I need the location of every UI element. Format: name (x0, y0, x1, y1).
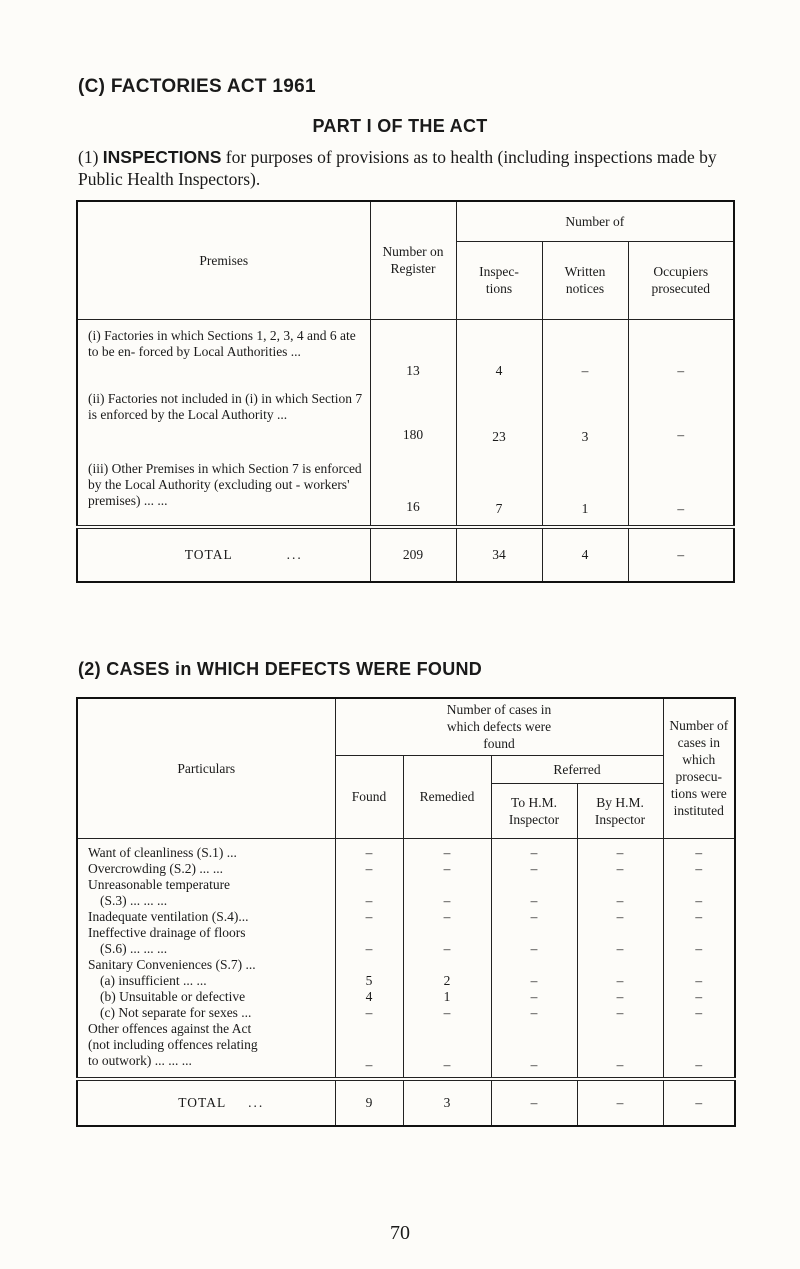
total-inspections: 34 (456, 527, 542, 582)
total-prosecuted: – (628, 527, 734, 582)
total-notices: 4 (542, 527, 628, 582)
cell-prosecutions (663, 877, 735, 893)
cell-by-hm (577, 1021, 663, 1037)
row-label: Other offences against the Act (77, 1021, 335, 1037)
col-particulars-header: Particulars (77, 698, 335, 838)
row-label: (S.6) ... ... ... (77, 941, 335, 957)
table-row (77, 909, 735, 925)
total-text: TOTAL (184, 547, 233, 562)
total-row (77, 527, 734, 582)
cell-found: – (335, 861, 403, 877)
col-found-header: Found (335, 755, 403, 838)
cell-notices: 1 (542, 447, 628, 527)
col-by-hm-header: By H.M. Inspector (577, 783, 663, 838)
row-label: (b) Unsuitable or defective (77, 989, 335, 1005)
cell-prosecutions: – (695, 892, 703, 908)
cell-to-hm: – (491, 941, 577, 957)
cell-by-hm: – (577, 973, 663, 989)
cell-prosecutions: – (695, 1056, 703, 1072)
total-register: 209 (370, 527, 456, 582)
cell-by-hm: – (577, 909, 663, 925)
cell-prosecuted: – (677, 427, 685, 442)
cell-by-hm: – (577, 838, 663, 861)
col-referred-header: Referred (491, 755, 663, 783)
row-label: Sanitary Conveniences (S.7) ... (77, 957, 335, 973)
col-notices-header: Written notices (542, 241, 628, 319)
cell-prosecutions: – (695, 940, 703, 956)
cell-found (335, 1037, 403, 1053)
cell-found: – (335, 893, 403, 909)
cell-prosecutions: – (695, 908, 703, 924)
cell-to-hm: – (491, 1053, 577, 1079)
col-premises-header: Premises (77, 201, 370, 319)
total-by-hm: – (577, 1079, 663, 1126)
total-found: 9 (335, 1079, 403, 1126)
cell-prosecutions: – (695, 1004, 703, 1020)
row-label: Unreasonable temperature (77, 877, 335, 893)
total-text: TOTAL (178, 1094, 226, 1110)
row-label: Want of cleanliness (S.1) ... (77, 838, 335, 861)
inspections-bold: INSPECTIONS (102, 147, 222, 167)
cell-remedied (403, 877, 491, 893)
col-cases-header: Number of cases in which defects were found (335, 698, 663, 755)
row-label: (a) insufficient ... ... (77, 973, 335, 989)
col-number-of-header: Number of (456, 201, 734, 241)
cell-found: – (335, 1053, 403, 1079)
cell-remedied: – (403, 1005, 491, 1021)
cell-prosecutions: – (695, 860, 703, 876)
total-label (77, 527, 370, 582)
cell-by-hm (577, 957, 663, 973)
col-to-hm-header: To H.M. Inspector (491, 783, 577, 838)
table-row (77, 319, 734, 381)
total-dots: ... (286, 547, 303, 562)
cell-notices: 3 (542, 381, 628, 447)
cell-prosecutions: – (695, 972, 703, 988)
table-row (77, 447, 734, 527)
cell-prosecutions (663, 1037, 735, 1053)
row-label: (c) Not separate for sexes ... (77, 1005, 335, 1021)
cell-prosecuted: – (677, 501, 685, 516)
cell-remedied (403, 1021, 491, 1037)
cell-to-hm: – (491, 893, 577, 909)
cell-found (335, 957, 403, 973)
table-row (77, 861, 735, 877)
cell-to-hm (491, 1021, 577, 1037)
cell-found: – (335, 838, 403, 861)
cell-remedied: – (403, 1053, 491, 1079)
cell-remedied: – (403, 838, 491, 861)
cell-found (335, 1021, 403, 1037)
row-label: (i) Factories in which Sections 1, 2, 3, 4 and 6 ate to be en- forced by Local Authorities ... (77, 319, 370, 381)
cell-register: 13 (370, 319, 456, 381)
row-label: (S.3) ... ... ... (77, 893, 335, 909)
col-prosecuted-header: Occupiers prosecuted (628, 241, 734, 319)
cell-to-hm (491, 1037, 577, 1053)
cell-to-hm: – (491, 838, 577, 861)
cell-register: 16 (370, 447, 456, 527)
cell-prosecutions: – (695, 988, 703, 1004)
cell-by-hm: – (577, 893, 663, 909)
cell-remedied: – (403, 941, 491, 957)
section-heading: (C) FACTORIES ACT 1961 (78, 76, 316, 97)
cell-to-hm: – (491, 909, 577, 925)
cell-prosecutions: – (695, 844, 703, 860)
total-to-hm: – (491, 1079, 577, 1126)
table-row (77, 973, 735, 989)
table-row (77, 1005, 735, 1021)
cell-to-hm (491, 957, 577, 973)
inspections-table (76, 200, 735, 583)
row-label: (not including offences relating (77, 1037, 335, 1053)
part-heading: PART I OF THE ACT (312, 116, 488, 136)
table-row (77, 925, 735, 941)
total-row (77, 1079, 735, 1126)
cell-found: – (335, 909, 403, 925)
cell-remedied: – (403, 893, 491, 909)
table-row (77, 1021, 735, 1037)
cell-remedied (403, 925, 491, 941)
cell-to-hm: – (491, 861, 577, 877)
cases-heading: (2) CASES in WHICH DEFECTS WERE FOUND (78, 659, 483, 679)
cell-prosecutions (663, 957, 735, 973)
cell-to-hm: – (491, 973, 577, 989)
row-label: (ii) Factories not included in (i) in which Section 7 is enforced by the Local Authority ... (77, 381, 370, 447)
inspections-heading (78, 146, 748, 190)
table-row (77, 1037, 735, 1053)
cell-found (335, 877, 403, 893)
cell-by-hm (577, 877, 663, 893)
cell-by-hm: – (577, 1005, 663, 1021)
table-row (77, 877, 735, 893)
row-label: Ineffective drainage of floors (77, 925, 335, 941)
col-remedied-header: Remedied (403, 755, 491, 838)
cell-found: – (335, 941, 403, 957)
cell-remedied: 2 (403, 973, 491, 989)
cell-by-hm: – (577, 1053, 663, 1079)
cell-prosecutions (663, 925, 735, 941)
table-row (77, 381, 734, 447)
table-row (77, 957, 735, 973)
cell-remedied (403, 957, 491, 973)
table-row (77, 941, 735, 957)
total-remedied: 3 (403, 1079, 491, 1126)
cell-remedied: – (403, 861, 491, 877)
cell-found: 5 (335, 973, 403, 989)
total-prosecutions: – (663, 1079, 735, 1126)
row-label: to outwork) ... ... ... (77, 1053, 335, 1079)
cell-inspections: 4 (456, 319, 542, 381)
cell-by-hm (577, 1037, 663, 1053)
cell-prosecutions (663, 1021, 735, 1037)
cell-by-hm (577, 925, 663, 941)
table-row (77, 989, 735, 1005)
col-inspections-header: Inspec- tions (456, 241, 542, 319)
cell-by-hm: – (577, 989, 663, 1005)
cell-register: 180 (370, 381, 456, 447)
table-row (77, 893, 735, 909)
inspections-rest: for purposes of provisions as to health (including inspections made by Public Health Inspectors). (78, 147, 717, 189)
row-label: Inadequate ventilation (S.4)... (77, 909, 335, 925)
cell-found: – (335, 1005, 403, 1021)
cell-remedied (403, 1037, 491, 1053)
cell-remedied: 1 (403, 989, 491, 1005)
table-row (77, 838, 735, 861)
table-row (77, 1053, 735, 1079)
cell-inspections: 23 (456, 381, 542, 447)
total-label (77, 1079, 335, 1126)
total-dots: ... (248, 1094, 265, 1110)
cell-to-hm (491, 877, 577, 893)
cell-inspections: 7 (456, 447, 542, 527)
cell-to-hm: – (491, 989, 577, 1005)
cell-remedied: – (403, 909, 491, 925)
col-prosecutions-header: Number of cases in which prosecu- tions were instituted (663, 698, 735, 838)
cell-by-hm: – (577, 861, 663, 877)
inspections-number: (1) (78, 147, 99, 167)
defects-table (76, 697, 736, 1127)
cell-notices: – (542, 319, 628, 381)
cell-prosecuted: – (677, 363, 685, 378)
cell-by-hm: – (577, 941, 663, 957)
col-register-header: Number on Register (370, 201, 456, 319)
row-label: (iii) Other Premises in which Section 7 is enforced by the Local Authority (excluding out - workers' premises) ... ... (77, 447, 370, 527)
row-label: Overcrowding (S.2) ... ... (77, 861, 335, 877)
cell-to-hm (491, 925, 577, 941)
cell-to-hm: – (491, 1005, 577, 1021)
cell-found: 4 (335, 989, 403, 1005)
cell-found (335, 925, 403, 941)
page-number: 70 (390, 1222, 410, 1244)
